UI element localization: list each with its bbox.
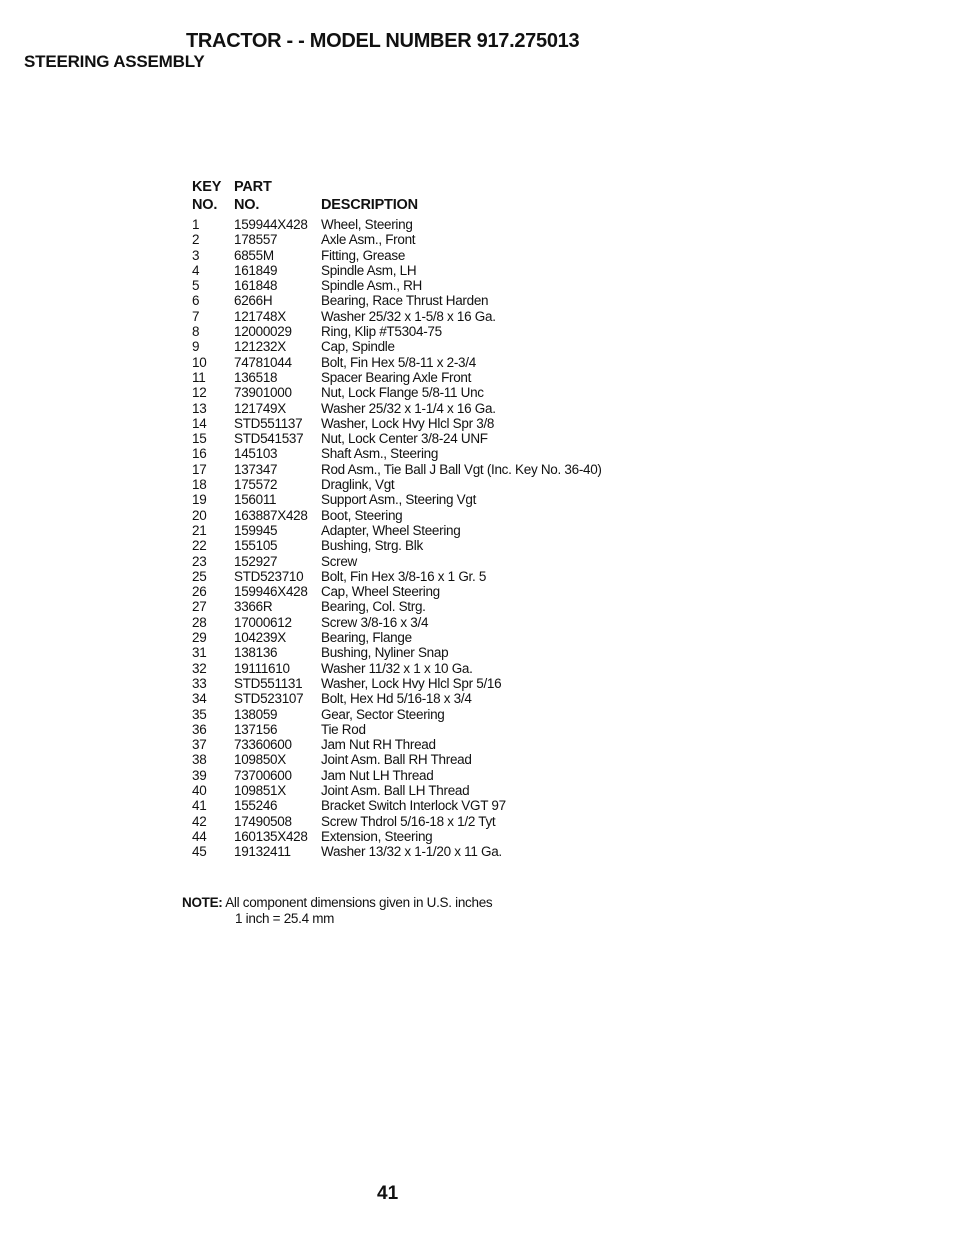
part-no-cell: 155246 (234, 798, 278, 814)
table-row (192, 615, 661, 630)
table-row (192, 752, 661, 767)
description-cell: Jam Nut LH Thread (321, 767, 434, 783)
parts-table-body (192, 217, 661, 859)
key-no-cell: 1 (192, 217, 200, 232)
description-cell: Cap, Wheel Steering (321, 584, 440, 600)
note-label: NOTE: (182, 895, 223, 910)
key-no-cell: 28 (192, 614, 207, 630)
part-no-cell: 73901000 (234, 385, 292, 401)
table-row (192, 523, 661, 538)
table-row (192, 814, 661, 829)
part-no-cell: 138059 (234, 706, 278, 722)
table-row (192, 446, 661, 461)
description-cell: Shaft Asm., Steering (321, 446, 439, 462)
section-title: STEERING ASSEMBLY (24, 52, 205, 71)
description-cell: Spacer Bearing Axle Front (321, 369, 472, 385)
description-cell: Ring, Klip #T5304-75 (321, 324, 442, 340)
part-no-cell: 159945 (234, 522, 278, 538)
part-no-cell: 159946X428 (234, 584, 308, 600)
part-no-cell: 3366R (234, 599, 273, 615)
note-conversion: 1 inch = 25.4 mm (235, 911, 335, 926)
part-no-cell: 74781044 (234, 354, 292, 370)
description-cell: Gear, Sector Steering (321, 706, 445, 722)
description-cell: Nut, Lock Flange 5/8-11 Unc (321, 385, 484, 401)
key-no-cell: 18 (192, 477, 207, 493)
key-no-cell: 13 (192, 400, 207, 416)
key-no-cell: 22 (192, 538, 207, 554)
part-no-cell: 160135X428 (234, 828, 308, 844)
table-row (192, 401, 661, 416)
part-no-cell: STD523107 (234, 691, 304, 707)
key-no-cell: 41 (192, 798, 207, 814)
table-row (192, 599, 661, 614)
key-no-cell: 2 (192, 232, 200, 248)
key-no-cell: 3 (192, 247, 200, 263)
part-no-cell: 73360600 (234, 737, 292, 753)
part-no-cell: 138136 (234, 645, 278, 661)
table-row (192, 829, 661, 844)
description-cell: Draglink, Vgt (321, 477, 395, 493)
header-part-no: PART NO. (234, 179, 272, 213)
table-row (192, 844, 661, 859)
description-cell: Washer 11/32 x 1 x 10 Ga. (321, 660, 473, 676)
table-row (192, 232, 661, 247)
description-cell: Bearing, Col. Strg. (321, 599, 426, 615)
part-no-cell: 19111610 (234, 660, 290, 676)
key-no-cell: 34 (192, 691, 207, 707)
key-no-cell: 14 (192, 415, 207, 431)
part-no-cell: STD523710 (234, 568, 304, 584)
description-cell: Bushing, Strg. Blk (321, 538, 423, 554)
part-no-cell: 161848 (234, 278, 278, 294)
part-no-cell: 155105 (234, 538, 278, 554)
part-no-cell: 73700600 (234, 767, 292, 783)
header-description: DESCRIPTION (321, 197, 418, 213)
table-row (192, 293, 661, 308)
key-no-cell: 23 (192, 553, 207, 569)
note (182, 895, 492, 927)
part-no-cell: 12000029 (234, 324, 292, 340)
part-no-cell: 137347 (234, 461, 278, 477)
key-no-cell: 11 (192, 369, 206, 385)
key-no-cell: 4 (192, 262, 200, 278)
key-no-cell: 29 (192, 630, 207, 646)
part-no-cell: 17000612 (234, 614, 292, 630)
part-no-cell: STD551131 (234, 675, 303, 691)
page-title: TRACTOR - - MODEL NUMBER 917.275013 (186, 30, 580, 52)
part-no-cell: 17490508 (234, 813, 292, 829)
key-no-cell: 35 (192, 706, 207, 722)
description-cell: Washer 25/32 x 1-5/8 x 16 Ga. (321, 308, 496, 324)
description-cell: Axle Asm., Front (321, 232, 416, 248)
key-no-cell: 32 (192, 660, 207, 676)
table-row (192, 431, 661, 446)
parts-table (192, 178, 661, 859)
description-cell: Support Asm., Steering Vgt (321, 492, 477, 508)
part-no-cell: 121749X (234, 400, 286, 416)
part-no-cell: 137156 (234, 721, 278, 737)
description-cell: Washer, Lock Hvy Hlcl Spr 3/8 (321, 415, 495, 431)
table-row (192, 339, 661, 354)
table-row (192, 783, 661, 798)
table-row (192, 263, 661, 278)
key-no-cell: 19 (192, 492, 207, 508)
description-cell: Bolt, Fin Hex 3/8-16 x 1 Gr. 5 (321, 568, 487, 584)
description-cell: Washer 25/32 x 1-1/4 x 16 Ga. (321, 400, 496, 416)
table-row (192, 645, 661, 660)
table-row (192, 355, 661, 370)
description-cell: Spindle Asm, LH (321, 262, 417, 278)
description-cell: Bolt, Fin Hex 5/8-11 x 2-3/4 (321, 354, 476, 370)
part-no-cell: 136518 (234, 369, 278, 385)
key-no-cell: 39 (192, 767, 207, 783)
key-no-cell: 7 (192, 308, 200, 324)
description-cell: Screw 3/8-16 x 3/4 (321, 614, 429, 630)
table-row (192, 737, 661, 752)
description-cell: Screw (321, 553, 358, 569)
table-row (192, 416, 661, 431)
description-cell: Wheel, Steering (321, 217, 413, 232)
key-no-cell: 17 (192, 461, 207, 477)
part-no-cell: STD541537 (234, 431, 304, 447)
description-cell: Cap, Spindle (321, 339, 395, 355)
key-no-cell: 31 (192, 645, 207, 661)
table-row (192, 554, 661, 569)
table-row (192, 477, 661, 492)
description-cell: Washer 13/32 x 1-1/20 x 11 Ga. (321, 844, 502, 860)
description-cell: Bearing, Flange (321, 630, 412, 646)
key-no-cell: 45 (192, 844, 207, 860)
description-cell: Nut, Lock Center 3/8-24 UNF (321, 431, 488, 447)
description-cell: Fitting, Grease (321, 247, 406, 263)
description-cell: Adapter, Wheel Steering (321, 522, 461, 538)
key-no-cell: 9 (192, 339, 200, 355)
table-row (192, 385, 661, 400)
description-cell: Bearing, Race Thrust Harden (321, 293, 489, 309)
note-text: All component dimensions given in U.S. inches (225, 895, 493, 910)
part-no-cell: 159944X428 (234, 217, 308, 232)
part-no-cell: 175572 (234, 477, 278, 493)
key-no-cell: 8 (192, 324, 200, 340)
description-cell: Extension, Steering (321, 828, 433, 844)
description-cell: Jam Nut RH Thread (321, 737, 436, 753)
description-cell: Bushing, Nyliner Snap (321, 645, 449, 661)
description-cell: Boot, Steering (321, 507, 403, 523)
part-no-cell: 163887X428 (234, 507, 308, 523)
key-no-cell: 10 (192, 354, 207, 370)
key-no-cell: 16 (192, 446, 207, 462)
description-cell: Bracket Switch Interlock VGT 97 (321, 798, 506, 814)
table-row (192, 538, 661, 553)
table-row (192, 370, 661, 385)
part-no-cell: 6855M (234, 247, 274, 263)
description-cell: Joint Asm. Ball RH Thread (321, 752, 472, 768)
key-no-cell: 25 (192, 568, 207, 584)
header-key-no: KEY NO. (192, 179, 222, 213)
table-row (192, 768, 661, 783)
table-row (192, 278, 661, 293)
description-cell: Screw Thdrol 5/16-18 x 1/2 Tyt (321, 813, 496, 829)
table-row (192, 707, 661, 722)
description-cell: Tie Rod (321, 721, 366, 737)
key-no-cell: 15 (192, 431, 207, 447)
table-row (192, 217, 661, 232)
part-no-cell: 19132411 (234, 844, 291, 860)
table-row (192, 508, 661, 523)
part-no-cell: 121748X (234, 308, 286, 324)
table-row (192, 462, 661, 477)
part-no-cell: 156011 (234, 492, 277, 508)
part-no-cell: 152927 (234, 553, 278, 569)
key-no-cell: 44 (192, 828, 207, 844)
part-no-cell: 161849 (234, 262, 278, 278)
description-cell: Joint Asm. Ball LH Thread (321, 782, 470, 798)
table-row (192, 324, 661, 339)
part-no-cell: 109851X (234, 782, 286, 798)
part-no-cell: 104239X (234, 630, 286, 646)
key-no-cell: 27 (192, 599, 207, 615)
key-no-cell: 6 (192, 293, 200, 309)
description-cell: Bolt, Hex Hd 5/16-18 x 3/4 (321, 691, 472, 707)
key-no-cell: 40 (192, 782, 207, 798)
key-no-cell: 12 (192, 385, 207, 401)
table-row (192, 584, 661, 599)
description-cell: Washer, Lock Hvy Hlcl Spr 5/16 (321, 675, 502, 691)
table-row (192, 798, 661, 813)
table-row (192, 630, 661, 645)
table-row (192, 492, 661, 507)
page-number: 41 (377, 1183, 399, 1204)
part-no-cell: 145103 (234, 446, 278, 462)
table-row (192, 569, 661, 584)
key-no-cell: 36 (192, 721, 207, 737)
key-no-cell: 20 (192, 507, 207, 523)
key-no-cell: 26 (192, 584, 207, 600)
key-no-cell: 5 (192, 278, 200, 294)
part-no-cell: 178557 (234, 232, 278, 248)
part-no-cell: 109850X (234, 752, 286, 768)
key-no-cell: 38 (192, 752, 207, 768)
parts-table-header (192, 178, 661, 217)
description-cell: Rod Asm., Tie Ball J Ball Vgt (Inc. Key No. 36-40) (321, 461, 602, 477)
table-row (192, 248, 661, 263)
part-no-cell: 121232X (234, 339, 286, 355)
part-no-cell: 6266H (234, 293, 273, 309)
table-row (192, 691, 661, 706)
description-cell: Spindle Asm., RH (321, 278, 422, 294)
key-no-cell: 42 (192, 813, 207, 829)
key-no-cell: 21 (192, 522, 207, 538)
part-no-cell: STD551137 (234, 415, 303, 431)
table-row (192, 661, 661, 676)
table-row (192, 676, 661, 691)
table-row (192, 309, 661, 324)
key-no-cell: 37 (192, 737, 207, 753)
key-no-cell: 33 (192, 675, 207, 691)
table-row (192, 722, 661, 737)
